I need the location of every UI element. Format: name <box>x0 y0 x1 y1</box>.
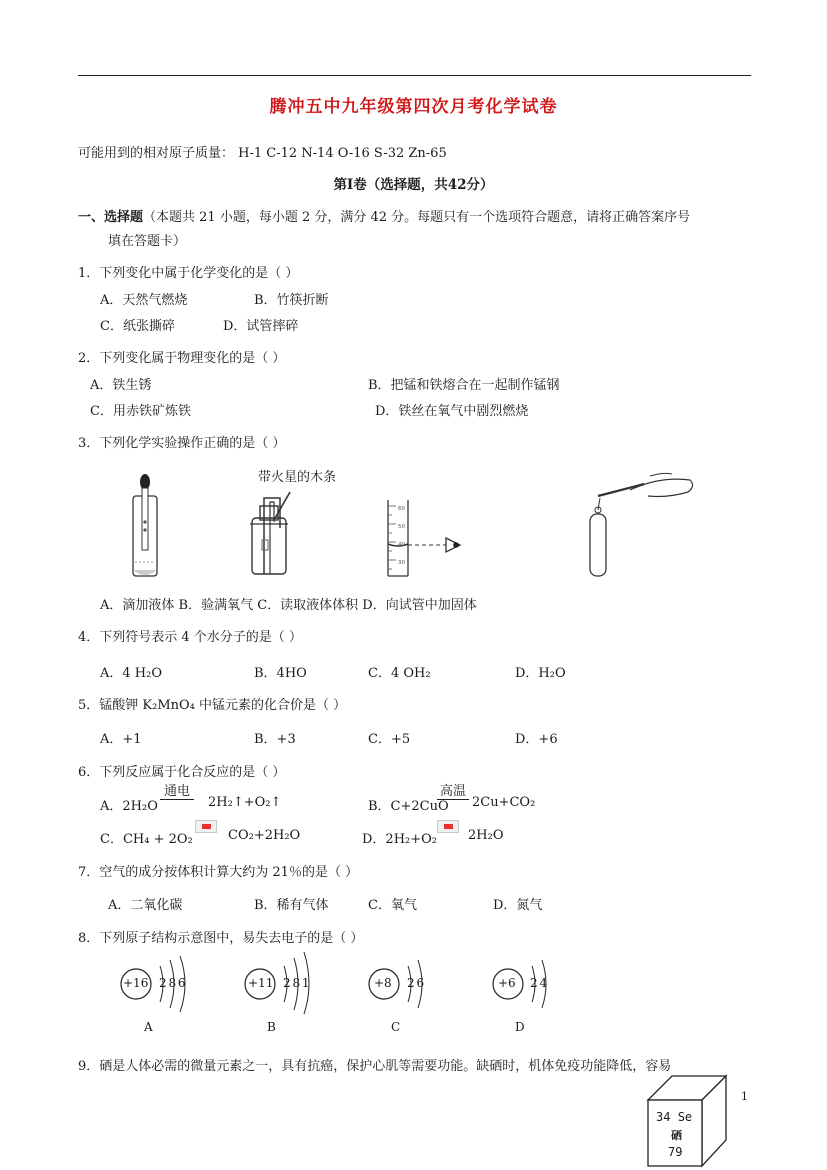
atom-a-nucleus: +16 <box>123 976 149 990</box>
q7-stem: 7．空气的成分按体积计算大约为 21％的是（ ） <box>78 865 359 880</box>
cylinder-scale <box>398 500 405 572</box>
atom-a-label: A <box>144 1020 153 1034</box>
section-title: 第Ⅰ卷（选择题，共42分） <box>333 177 494 193</box>
element-name: 硒 <box>671 1129 682 1142</box>
q4-option-b: B．4HO <box>254 666 307 681</box>
atom-d-nucleus: +6 <box>498 976 516 990</box>
atom-c-label: C <box>391 1020 401 1034</box>
graduated-cylinder-figure <box>368 494 468 578</box>
dropper-in-test-tube-figure <box>125 470 165 582</box>
gas-bottle-figure <box>240 490 300 580</box>
q5-option-d: D．+6 <box>515 732 558 747</box>
q3-stem: 3．下列化学实验操作正确的是（ ） <box>78 436 286 451</box>
q6-option-c-reactants: C．CH₄ + 2O₂ <box>100 832 193 847</box>
element-box-number-symbol <box>656 1110 692 1124</box>
q6-option-c-products: CO₂+2H₂O <box>228 828 301 843</box>
q1-stem: 1．下列变化中属于化学变化的是（ ） <box>78 266 299 281</box>
scale-30: 30 <box>398 560 405 566</box>
instruction-line2: 填在答题卡） <box>108 234 187 249</box>
q4-option-a: A．4 H₂O <box>100 666 162 681</box>
q6-option-d-reactants: D．2H₂+O₂ <box>362 832 438 847</box>
q6-option-a-products: 2H₂↑+O₂↑ <box>208 795 282 810</box>
page-title: 腾冲五中九年级第四次月考化学试卷 <box>269 97 558 117</box>
atom-d-label: D <box>515 1020 525 1034</box>
atom-b-shells: 2 8 1 <box>283 976 310 990</box>
q4-option-d: D．H₂O <box>515 666 566 681</box>
top-rule <box>78 75 751 76</box>
q5-option-a: A．+1 <box>100 732 142 747</box>
element-atomic-number: 34 <box>656 1110 671 1124</box>
q6-option-b-products: 2Cu+CO₂ <box>472 795 536 810</box>
q7-option-c: C．氧气 <box>368 898 417 913</box>
q1-option-d: D．试管摔碎 <box>223 319 299 334</box>
page-number: 1 <box>741 1090 748 1103</box>
q6-option-d-products: 2H₂O <box>468 828 504 843</box>
atom-b-nucleus: +11 <box>248 976 274 990</box>
scale-50: 50 <box>398 524 405 530</box>
q6-stem: 6．下列反应属于化合反应的是（ ） <box>78 765 286 780</box>
element-mass: 79 <box>668 1145 683 1159</box>
atom-d-shells: 2 4 <box>530 976 548 990</box>
q1-option-a: A．天然气燃烧 <box>100 293 188 308</box>
q2-option-c: C．用赤铁矿炼铁 <box>90 404 191 419</box>
atom-a-shells: 2 8 6 <box>159 976 186 990</box>
atom-b-label: B <box>267 1020 276 1034</box>
q3-caption: 带火星的木条 <box>258 470 337 485</box>
scale-40: 40 <box>398 542 405 548</box>
q2-option-b: B．把锰和铁熔合在一起制作锰钢 <box>368 378 560 393</box>
broken-image-icon <box>195 820 217 833</box>
instruction-line1 <box>78 206 690 225</box>
broken-image-icon <box>437 820 459 833</box>
q1-option-c: C．纸张撕碎 <box>100 319 175 334</box>
q7-option-a: A．二氧化碳 <box>108 898 183 913</box>
q7-option-b: B．稀有气体 <box>254 898 329 913</box>
q6-option-b-condition: 高温 <box>437 784 469 800</box>
q6-option-a-reactants: A．2H₂O <box>100 799 158 814</box>
q2-option-a: A．铁生锈 <box>90 378 152 393</box>
adding-solid-to-test-tube-figure <box>580 458 700 582</box>
q3-options: A．滴加液体 B．验满氧气 C．读取液体体积 D．向试管中加固体 <box>100 598 477 613</box>
atom-c-shells: 2 6 <box>407 976 425 990</box>
q5-option-b: B．+3 <box>254 732 296 747</box>
q4-stem: 4．下列符号表示 4 个水分子的是（ ） <box>78 630 302 645</box>
q6-option-b-reactants: B．C+2CuO <box>368 799 449 814</box>
q9-stem: 9．硒是人体必需的微量元素之一，具有抗癌，保护心肌等需要功能。缺硒时，机体免疫功能降低，容易 <box>78 1059 672 1074</box>
q5-option-c: C．+5 <box>368 732 411 747</box>
q2-stem: 2．下列变化属于物理变化的是（ ） <box>78 351 286 366</box>
q1-option-b: B．竹筷折断 <box>254 293 329 308</box>
atom-c-nucleus: +8 <box>374 976 392 990</box>
q2-option-d: D．铁丝在氧气中剧烈燃烧 <box>375 404 529 419</box>
q6-option-a-condition: 通电 <box>160 784 194 800</box>
q8-stem: 8．下列原子结构示意图中，易失去电子的是（ ） <box>78 931 364 946</box>
scale-60: 60 <box>398 506 405 512</box>
instruction-text: （本题共 21 小题，每小题 2 分，满分 42 分。每题只有一个选项符合题意，请将正确答案序号 <box>143 210 691 225</box>
q4-option-c: C．4 OH₂ <box>368 666 431 681</box>
q7-option-d: D．氮气 <box>493 898 543 913</box>
instruction-bold: 一、选择题 <box>78 210 144 225</box>
q5-stem: 5．锰酸钾 K₂MnO₄ 中锰元素的化合价是（ ） <box>78 698 347 713</box>
element-symbol: Se <box>677 1110 693 1124</box>
atomic-masses-line: 可能用到的相对原子质量： H-1 C-12 N-14 O-16 S-32 Zn-65 <box>78 146 447 161</box>
